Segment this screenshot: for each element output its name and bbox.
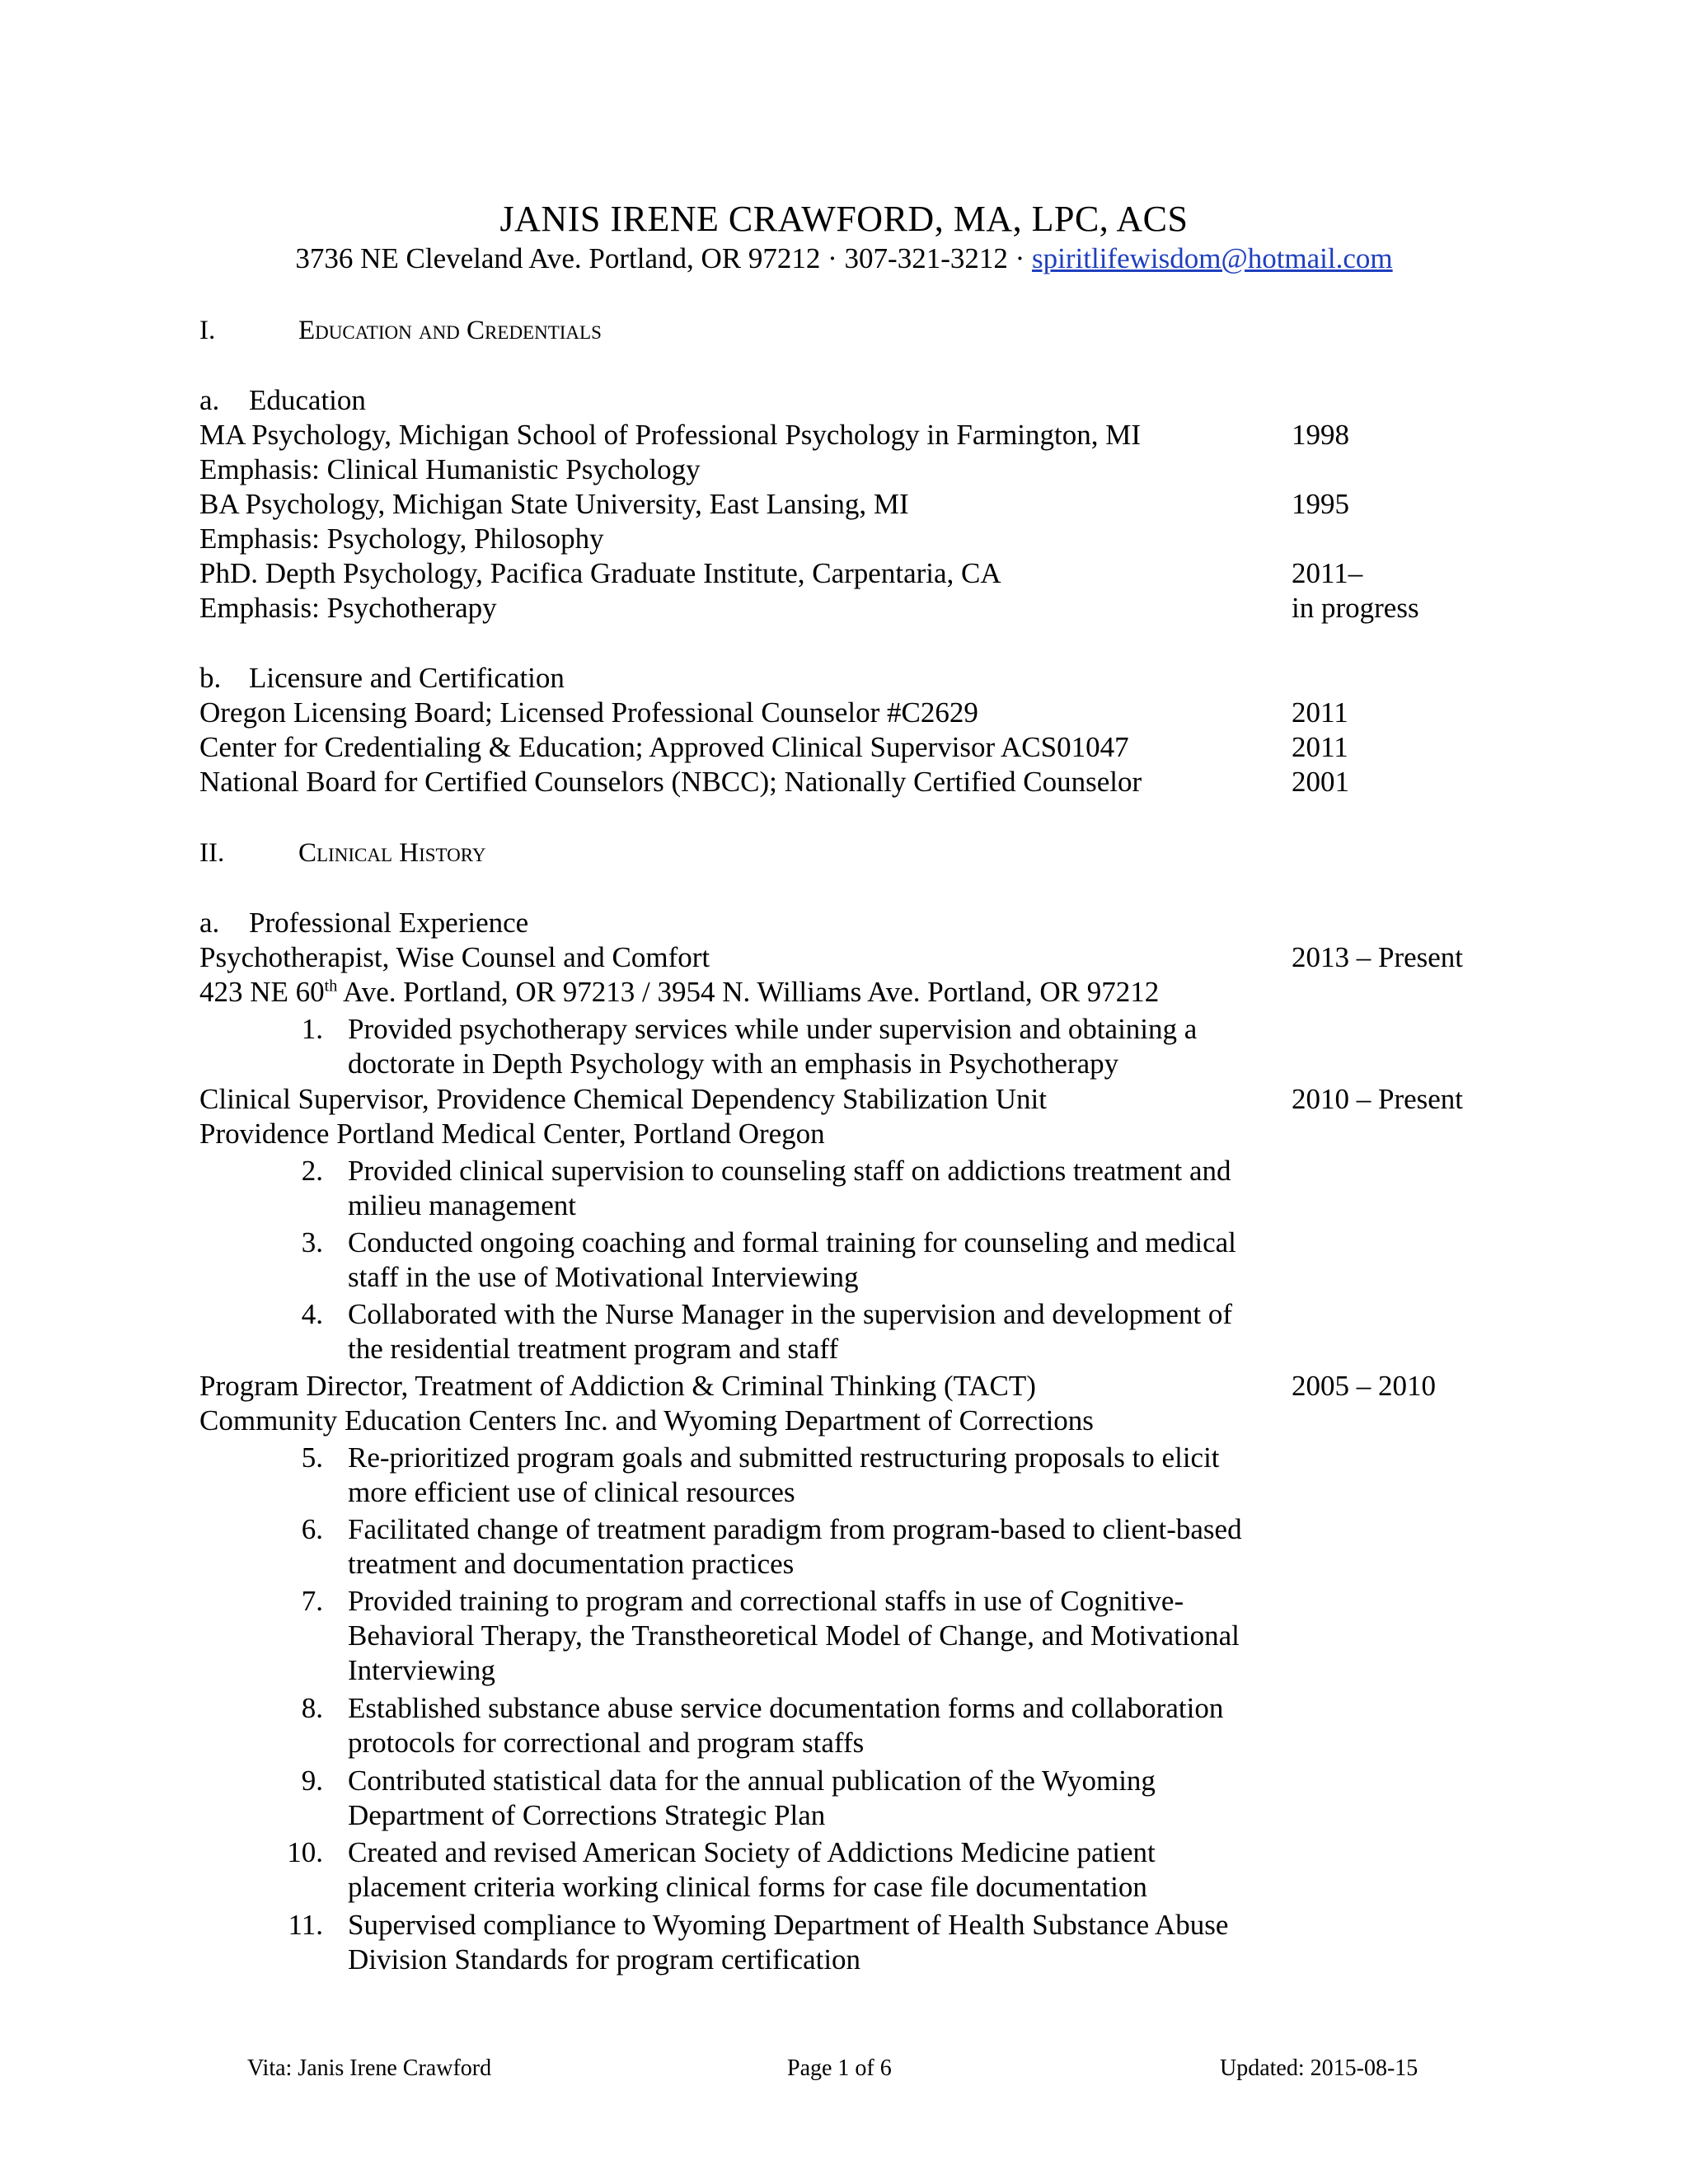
item-text: treatment and documentation practices: [348, 1548, 795, 1580]
licensure-row: Oregon Licensing Board; Licensed Professional Counselor #C2629: [199, 696, 978, 729]
contact-line: [0, 239, 1688, 279]
item-text: Interviewing: [348, 1654, 495, 1686]
item-text: staff in the use of Motivational Interviewing: [348, 1261, 859, 1293]
subheading-experience: [199, 906, 528, 940]
item-text: Established substance abuse service documentation forms and collaboration: [348, 1692, 1224, 1724]
item-number: 10.: [287, 1836, 323, 1868]
subheading-label: Licensure and Certification: [249, 662, 565, 694]
section-title: Clinical History: [298, 838, 486, 868]
subheading-letter: a.: [199, 907, 220, 939]
item-number: 7.: [301, 1585, 323, 1617]
education-year: 1995: [1292, 488, 1349, 520]
item-text: milieu management: [348, 1189, 576, 1221]
licensure-row: National Board for Certified Counselors (NBCC); Nationally Certified Counselor: [199, 766, 1142, 798]
item-text: Re-prioritized program goals and submitted restructuring proposals to elicit: [348, 1441, 1220, 1474]
item-text: Provided psychotherapy services while under supervision and obtaining a: [348, 1013, 1198, 1045]
job-title: Program Director, Treatment of Addiction & Criminal Thinking (TACT): [199, 1370, 1036, 1402]
subheading-letter: a.: [199, 384, 220, 416]
address-part: 423 NE 60: [199, 976, 325, 1008]
item-text: Department of Corrections Strategic Plan: [348, 1799, 826, 1831]
licensure-year: 2001: [1292, 766, 1349, 798]
email-link[interactable]: spiritlifewisdom@hotmail.com: [1032, 242, 1393, 274]
education-row: Emphasis: Psychology, Philosophy: [199, 523, 604, 555]
item-text: Collaborated with the Nurse Manager in the supervision and development of: [348, 1298, 1233, 1330]
item-text: Conducted ongoing coaching and formal training for counseling and medical: [348, 1226, 1236, 1258]
footer-page-number: Page 1 of 6: [787, 2055, 892, 2081]
item-text: Contributed statistical data for the annual publication of the Wyoming: [348, 1765, 1156, 1797]
licensure-year: 2011: [1292, 731, 1348, 763]
job-years: 2013 – Present: [1292, 941, 1464, 973]
item-number: 5.: [301, 1441, 323, 1474]
item-text: Supervised compliance to Wyoming Department of Health Substance Abuse: [348, 1909, 1229, 1941]
item-number: 1.: [301, 1013, 323, 1045]
address-superscript: th: [324, 977, 338, 996]
item-text: doctorate in Depth Psychology with an emphasis in Psychotherapy: [348, 1047, 1119, 1080]
education-row: Emphasis: Psychotherapy: [199, 592, 497, 624]
education-row: Emphasis: Clinical Humanistic Psychology: [199, 453, 701, 485]
education-year: in progress: [1292, 592, 1419, 624]
education-row: PhD. Depth Psychology, Pacifica Graduate Institute, Carpentaria, CA: [199, 557, 1001, 589]
subheading-letter: b.: [199, 662, 222, 694]
job-years: 2010 – Present: [1292, 1083, 1464, 1115]
subheading-education: [199, 383, 366, 418]
licensure-row: Center for Credentialing & Education; Approved Clinical Supervisor ACS01047: [199, 731, 1129, 763]
item-text: Created and revised American Society of Addictions Medicine patient: [348, 1836, 1156, 1868]
subheading-label: Education: [249, 384, 366, 416]
item-text: Division Standards for program certification: [348, 1943, 861, 1975]
licensure-year: 2011: [1292, 696, 1348, 729]
item-number: 2.: [301, 1155, 323, 1187]
item-text: Facilitated change of treatment paradigm from program-based to client-based: [348, 1513, 1242, 1545]
item-text: more efficient use of clinical resources: [348, 1476, 795, 1508]
education-row: BA Psychology, Michigan State University, East Lansing, MI: [199, 488, 909, 520]
item-number: 8.: [301, 1692, 323, 1724]
job-title: Clinical Supervisor, Providence Chemical Dependency Stabilization Unit: [199, 1083, 1047, 1115]
subheading-licensure: [199, 661, 565, 696]
item-number: 11.: [288, 1909, 323, 1941]
contact-text: 3736 NE Cleveland Ave. Portland, OR 97212 · 307-321-3212 ·: [295, 242, 1033, 274]
item-text: Provided training to program and correctional staffs in use of Cognitive-: [348, 1585, 1184, 1617]
item-text: placement criteria working clinical forms for case file documentation: [348, 1871, 1147, 1903]
education-year: 2011–: [1292, 557, 1363, 589]
address-part: Ave. Portland, OR 97213 / 3954 N. Williams Ave. Portland, OR 97212: [337, 976, 1160, 1008]
footer-updated: Updated: 2015-08-15: [1220, 2055, 1418, 2081]
education-year: 1998: [1292, 419, 1349, 451]
section-number: I.: [199, 316, 216, 345]
item-number: 3.: [301, 1226, 323, 1258]
job-address: [199, 975, 1159, 1010]
item-text: Behavioral Therapy, the Transtheoretical Model of Change, and Motivational: [348, 1619, 1240, 1652]
job-years: 2005 – 2010: [1292, 1370, 1436, 1402]
document-title: JANIS IRENE CRAWFORD, MA, LPC, ACS: [499, 199, 1189, 239]
job-organization: Community Education Centers Inc. and Wyoming Department of Corrections: [199, 1404, 1094, 1436]
education-row: MA Psychology, Michigan School of Professional Psychology in Farmington, MI: [199, 419, 1142, 451]
item-text: the residential treatment program and staff: [348, 1333, 839, 1365]
item-number: 9.: [301, 1765, 323, 1797]
item-number: 4.: [301, 1298, 323, 1330]
section-number: II.: [199, 838, 225, 868]
item-text: Provided clinical supervision to counseling staff on addictions treatment and: [348, 1155, 1231, 1187]
item-text: protocols for correctional and program staffs: [348, 1727, 865, 1759]
item-number: 6.: [301, 1513, 323, 1545]
job-title: Psychotherapist, Wise Counsel and Comfort: [199, 941, 710, 973]
subheading-label: Professional Experience: [249, 907, 529, 939]
footer-left: Vita: Janis Irene Crawford: [247, 2055, 492, 2081]
job-organization: Providence Portland Medical Center, Portland Oregon: [199, 1118, 825, 1150]
section-title: Education and Credentials: [298, 316, 602, 345]
